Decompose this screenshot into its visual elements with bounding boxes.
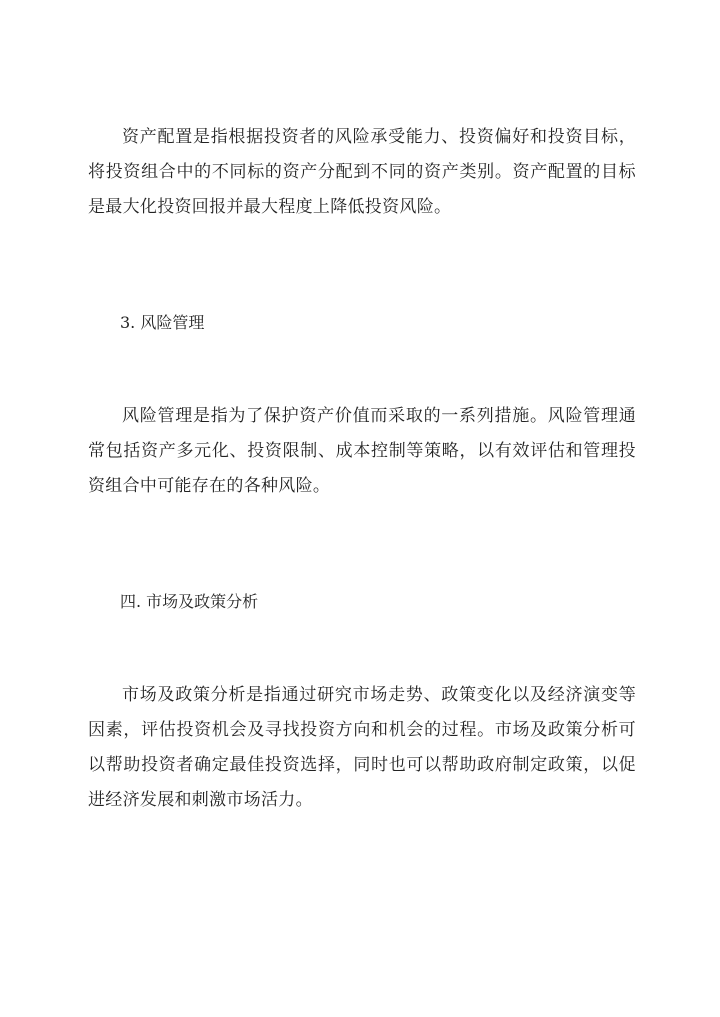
section-heading-market-policy: 四. 市场及政策分析 [120, 592, 259, 611]
paragraph-asset-allocation: 资产配置是指根据投资者的风险承受能力、投资偏好和投资目标，将投资组合中的不同标的资产分配到不同的资产类别。资产配置的目标是最大化投资回报并最大程度上降低投资风险。 [88, 127, 636, 217]
section-heading-risk-management: 3. 风险管理 [120, 313, 205, 332]
paragraph-risk-management: 风险管理是指为了保护资产价值而采取的一系列措施。风险管理通常包括资产多元化、投资限制、成本控制等策略，以有效评估和管理投资组合中可能存在的各种风险。 [88, 406, 636, 496]
paragraph-market-policy: 市场及政策分析是指通过研究市场走势、政策变化以及经济演变等因素，评估投资机会及寻找投资方向和机会的过程。市场及政策分析可以帮助投资者确定最佳投资选择，同时也可以帮助政府制定政策，以促进经济发展和刺激市场活力。 [88, 685, 636, 810]
